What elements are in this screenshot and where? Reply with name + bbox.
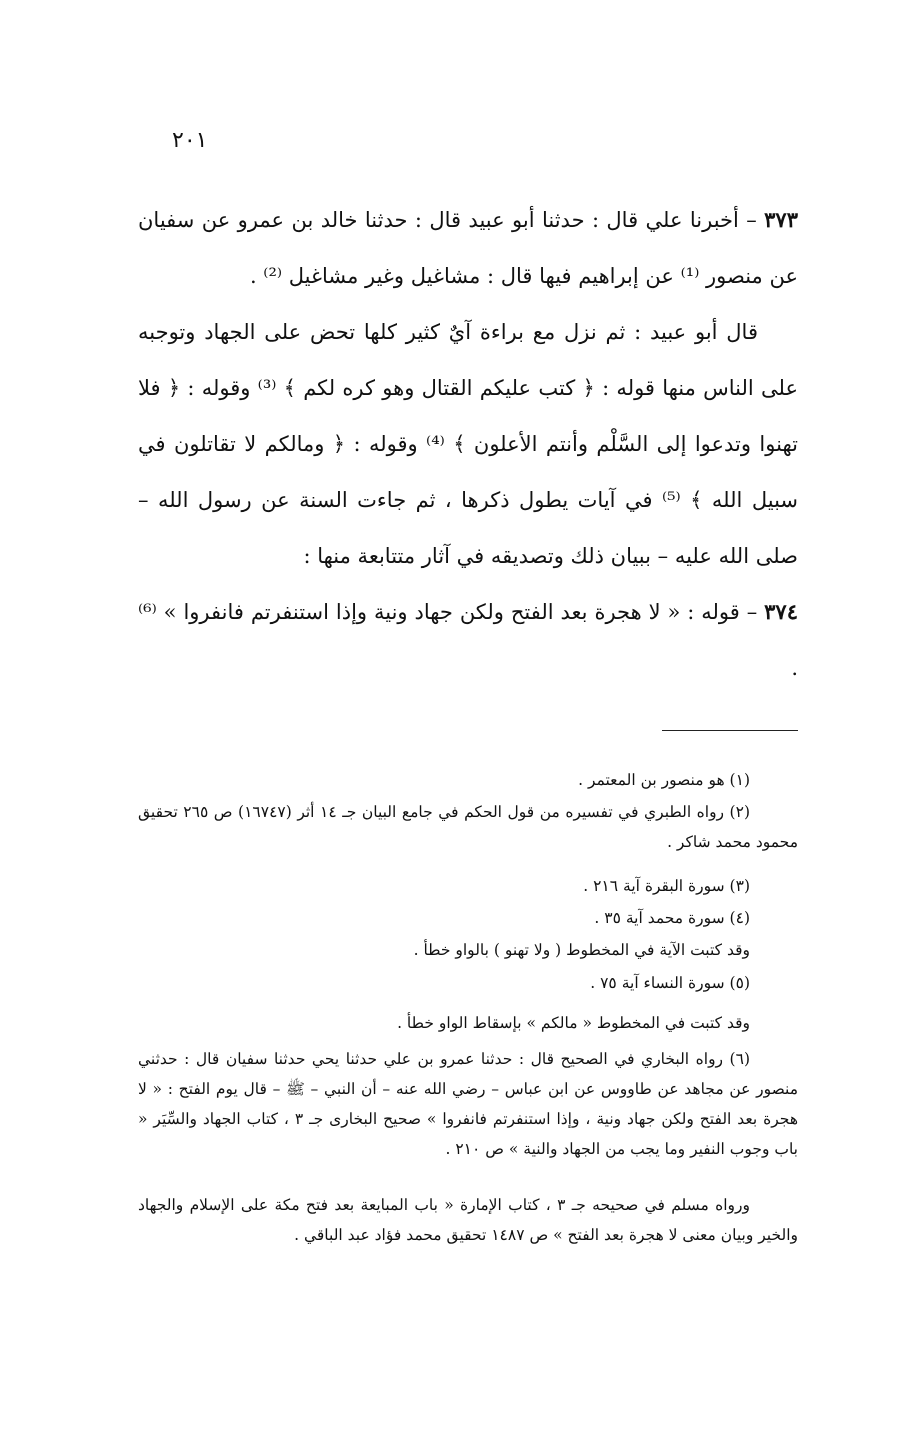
footnote-4: (٤) سورة محمد آية ٣٥ .: [594, 909, 750, 927]
footnote-2-text: (٢) رواه الطبري في تفسيره من قول الحكم في جامع البيان جـ ١٤ أثر (١٦٧٤٧) ص ٢٦٥ تحقيق محمود محمد شاكر .: [138, 803, 798, 851]
footnote-5: (٥) سورة النساء آية ٧٥ .: [590, 974, 750, 992]
footnote-divider: [662, 730, 798, 731]
footnote-6-muslim-text: ورواه مسلم في صحيحه جـ ٣ ، كتاب الإمارة « باب المبايعة بعد فتح مكة على الإسلام والجهاد والخير وبيان معنى لا هجرة بعد الفتح » ص ١٤٨٧ تحقيق محمد فؤاد عبد الباقي .: [138, 1196, 798, 1244]
hadith-number-373: ٣٧٣: [764, 207, 798, 232]
paragraph-abu-ubaid: قال أبو عبيد : ثم نزل مع براءة آيٌ كثير كلها تحض على الجهاد وتوجبه على الناس منها قوله : ﴿ كتب عليكم القتال وهو كره لكم ﴾ ⁽³⁾ وقوله : ﴿ فلا تهنوا وتدعوا إلى السَّلْم وأنتم الأعلون ﴾ ⁽⁴⁾ وقوله : ﴿ ومالكم لا تقاتلون في سبيل الله ﴾ ⁽⁵⁾ في آيات يطول ذكرها ، ثم جاءت السنة عن رسول الله – صلى الله عليه – ببيان ذلك وتصديقه في آثار متتابعة منها :: [138, 320, 798, 568]
paragraph-373-text: – أخبرنا علي قال : حدثنا أبو عبيد قال : حدثنا خالد بن عمرو عن سفيان عن منصور ⁽¹⁾ عن إبراهيم فيها قال : مشاغيل وغير مشاغيل ⁽²⁾ .: [138, 208, 798, 288]
footnote-6-text: (٦) رواه البخاري في الصحيح قال : حدثنا عمرو بن علي حدثنا يحي حدثنا سفيان قال : حدثني منصور عن مجاهد عن طاووس عن ابن عباس – رضي الله عنه – أن النبي – ﷺ – قال يوم الفتح : « لا هجرة بعد الفتح ولكن جهاد ونية ، وإذا استنفرتم فانفروا » صحيح البخارى جـ ٣ ، كتاب الجهاد والسِّيَر « باب وجوب النفير وما يجب من الجهاد والنية » ص ٢١٠ .: [138, 1050, 798, 1158]
page-number: ٢٠١: [172, 128, 208, 153]
footnote-5-note: وقد كتبت في المخطوط « مالكم » بإسقاط الواو خطأ .: [397, 1014, 750, 1032]
footnote-1: (١) هو منصور بن المعتمر .: [578, 771, 750, 789]
footnote-6: [138, 1044, 798, 1164]
paragraph-373: [138, 192, 798, 304]
footnote-3: (٣) سورة البقرة آية ٢١٦ .: [583, 877, 750, 895]
paragraph-374: [138, 584, 798, 696]
footnote-2: [138, 797, 798, 857]
paragraph-374-text: – قوله : « لا هجرة بعد الفتح ولكن جهاد ونية وإذا استنفرتم فانفروا » ⁽⁶⁾ .: [138, 600, 798, 680]
hadith-number-374: ٣٧٤: [764, 599, 798, 624]
footnote-6-muslim: [138, 1190, 798, 1250]
footnote-4-note: وقد كتبت الآية في المخطوط ( ولا تهنو ) بالواو خطأ .: [413, 941, 750, 959]
